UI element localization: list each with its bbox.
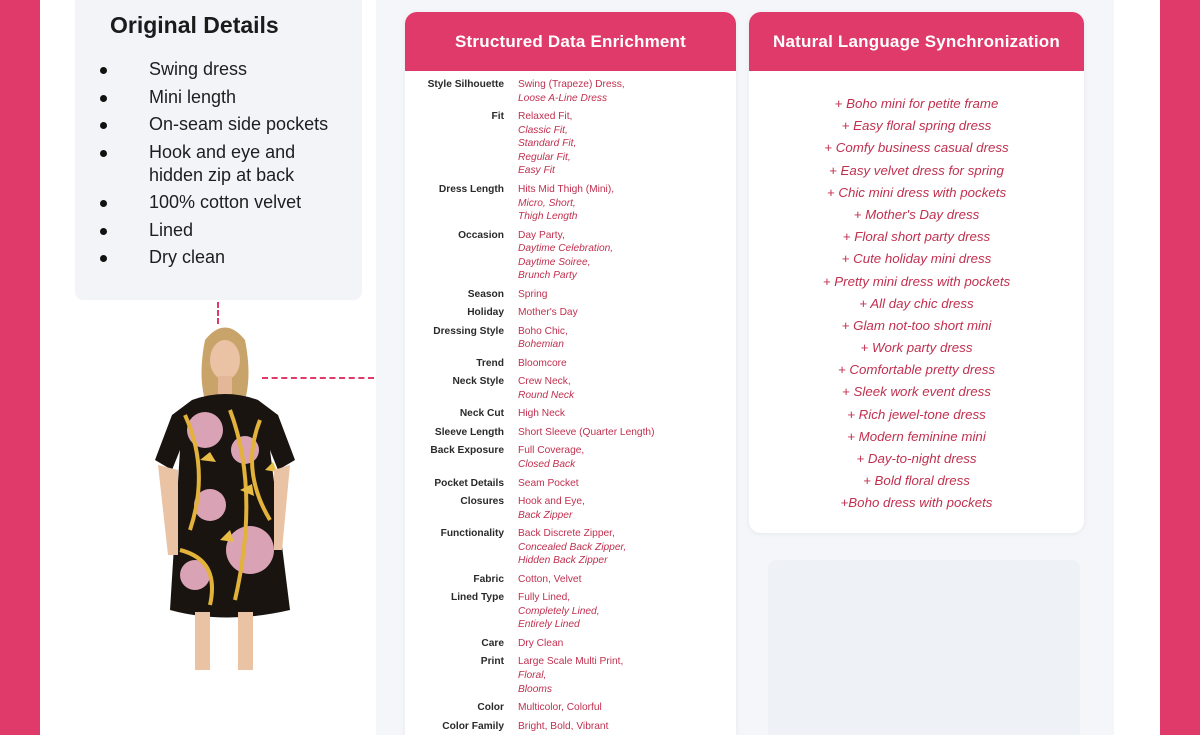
original-detail-item [100, 113, 350, 136]
attribute-value: Entirely Lined [518, 619, 580, 631]
attribute-label: Style Silhouette [427, 79, 504, 90]
attribute-label: Functionality [440, 528, 504, 540]
attribute-value: Dry Clean [518, 637, 564, 649]
attribute-value: Standard Fit, [518, 138, 577, 150]
attribute-value: Concealed Back Zipper, [518, 541, 627, 553]
original-detail-item [100, 86, 350, 109]
original-detail-text: On-seam side pockets [149, 114, 329, 134]
bullet-icon [100, 95, 107, 102]
attribute-value: Daytime Celebration, [518, 243, 614, 255]
original-detail-text: Swing dress [149, 59, 248, 79]
right-accent-bar [1160, 0, 1200, 735]
original-detail-item [100, 246, 350, 269]
attribute-value: Hits Mid Thigh (Mini), [518, 183, 615, 195]
attribute-values [518, 655, 623, 696]
attribute-value: Classic Fit, [518, 124, 568, 136]
search-phrase-item: + Chic mini dress with pockets [826, 184, 1007, 200]
attribute-values [518, 110, 576, 178]
original-detail-item [100, 219, 350, 242]
attribute-values [518, 78, 625, 105]
attribute-row [405, 306, 736, 320]
search-phrase-item: + Bold floral dress [863, 473, 970, 489]
attribute-value: Day Party, [518, 229, 565, 241]
attribute-value: Boho Chic, [518, 325, 568, 337]
attribute-label: Dress Length [438, 183, 504, 195]
attribute-value: Completely Lined, [518, 605, 600, 617]
bullet-icon [100, 228, 107, 235]
attribute-values [518, 306, 578, 320]
attribute-label: Back Exposure [430, 445, 504, 457]
attribute-value: Back Discrete Zipper, [518, 528, 615, 540]
search-phrase-item: + Glam not-too short mini [841, 317, 992, 333]
original-detail-item [100, 141, 350, 187]
attribute-value: Swing (Trapeze) Dress, [518, 79, 625, 90]
search-phrase-item: + Mother's Day dress [853, 206, 980, 222]
original-details-title: Original Details [110, 12, 279, 38]
original-detail-item [100, 58, 350, 81]
attribute-value: Loose A-Line Dress [518, 92, 608, 104]
attribute-label: Pocket Details [434, 477, 504, 489]
attribute-value: Bohemian [518, 339, 564, 351]
search-phrase-item: + Floral short party dress [842, 229, 991, 245]
attribute-value: Back Zipper [518, 509, 573, 521]
attribute-row [405, 357, 736, 371]
attribute-value: Bright, Bold, Vibrant [518, 720, 609, 732]
attribute-value: Floral, [518, 670, 547, 681]
search-phrase-item: + Easy floral spring dress [841, 118, 992, 134]
attribute-row [405, 495, 736, 522]
attribute-label: Trend [476, 357, 504, 369]
attribute-row [405, 183, 736, 224]
attribute-row [405, 407, 736, 421]
search-phrase-item: + Day-to-night dress [856, 451, 977, 466]
attribute-values [518, 444, 584, 471]
bullet-icon [100, 150, 107, 157]
attribute-values [518, 573, 581, 587]
attribute-row [405, 637, 736, 651]
attribute-values [518, 407, 565, 421]
search-phrase-item: + Boho mini for petite frame [834, 96, 999, 111]
attribute-label: Neck Cut [459, 408, 504, 420]
natural-language-list [749, 95, 1084, 517]
bullet-icon [100, 200, 107, 207]
attribute-values [518, 229, 613, 283]
attribute-value: Hidden Back Zipper [518, 555, 608, 567]
attribute-label: Print [480, 656, 504, 668]
attribute-value: Closed Back [518, 459, 576, 471]
search-phrase-item: + Comfortable pretty dress [837, 362, 996, 378]
attribute-values [518, 477, 579, 491]
search-phrase-item: + All day chic dress [859, 295, 974, 311]
attribute-value: Multicolor, Colorful [518, 702, 602, 714]
attribute-row [405, 288, 736, 302]
attribute-label: Color [477, 702, 504, 714]
attribute-row [405, 701, 736, 715]
attribute-value: Hook and Eye, [518, 496, 585, 508]
search-phrase-item: + Modern feminine mini [847, 428, 986, 444]
attribute-row [405, 655, 736, 696]
attribute-values [518, 325, 568, 352]
attribute-row [405, 110, 736, 178]
attribute-value: Short Sleeve (Quarter Length) [518, 426, 655, 438]
structured-data-card [405, 12, 736, 735]
search-phrase-item: + Comfy business casual dress [824, 140, 1009, 156]
attribute-value: Daytime Soiree, [518, 256, 591, 268]
attribute-value: Thigh Length [518, 211, 578, 223]
attribute-values [518, 637, 563, 651]
attribute-label: Fit [491, 111, 504, 123]
attribute-values [518, 591, 600, 632]
attribute-value: Bloomcore [518, 357, 567, 369]
attribute-value: Micro, Short, [518, 197, 576, 209]
attribute-value: Spring [518, 288, 548, 300]
attribute-values [518, 375, 574, 402]
search-phrase-item: + Easy velvet dress for spring [829, 162, 1004, 178]
attribute-label: Dressing Style [433, 325, 504, 337]
natural-language-card [749, 12, 1084, 533]
original-details-list [100, 58, 350, 274]
original-detail-text: Dry clean [149, 247, 226, 267]
left-accent-bar [0, 0, 40, 735]
attribute-value: Relaxed Fit, [518, 111, 573, 123]
search-phrase-item: + Sleek work event dress [842, 384, 991, 400]
attribute-values [518, 495, 585, 522]
structured-data-header: Structured Data Enrichment [405, 12, 736, 71]
attribute-value: Cotton, Velvet [518, 573, 582, 585]
attribute-row [405, 527, 736, 568]
attribute-value: Regular Fit, [518, 151, 571, 163]
natural-language-header: Natural Language Synchronization [749, 12, 1084, 71]
attribute-label: Season [467, 288, 504, 300]
attribute-values [518, 701, 602, 715]
attribute-value: Round Neck [518, 390, 575, 401]
attribute-row [405, 426, 736, 440]
attribute-value: Brunch Party [518, 270, 577, 282]
attribute-row [405, 591, 736, 632]
bullet-icon [100, 67, 107, 74]
attribute-value: Easy Fit [518, 165, 555, 177]
bullet-icon [100, 255, 107, 262]
attribute-label: Color Family [442, 720, 504, 732]
attribute-value: High Neck [518, 408, 565, 420]
original-detail-text: Hook and eye and hidden zip at back [149, 141, 296, 185]
attribute-value: Crew Neck, [518, 376, 571, 388]
attribute-value: Seam Pocket [518, 477, 579, 489]
attribute-value: Large Scale Multi Print, [518, 656, 624, 668]
original-detail-text: 100% cotton velvet [149, 192, 302, 212]
attribute-row [405, 444, 736, 471]
search-phrase-item: + Cute holiday mini dress [841, 251, 992, 267]
attribute-row [405, 325, 736, 352]
attribute-label: Fabric [473, 573, 504, 585]
attribute-label: Closures [460, 496, 504, 508]
search-phrase-item: + Rich jewel-tone dress [847, 406, 986, 422]
attribute-values [518, 357, 567, 371]
attribute-row [405, 375, 736, 402]
search-phrase-item: + Work party dress [860, 340, 973, 356]
placeholder-panel [768, 560, 1080, 735]
original-detail-text: Lined [149, 219, 194, 240]
attribute-values [518, 426, 654, 440]
search-phrase-item: +Boho dress with pockets [840, 495, 993, 511]
attribute-label: Lined Type [450, 592, 504, 604]
attribute-row [405, 573, 736, 587]
attribute-label: Neck Style [452, 376, 504, 388]
attribute-row [405, 477, 736, 491]
attribute-label: Occasion [458, 229, 504, 241]
attribute-value: Fully Lined, [518, 592, 571, 604]
dress-photo [150, 320, 300, 675]
attribute-row [405, 78, 736, 105]
attribute-values [518, 288, 547, 302]
attribute-label: Holiday [467, 307, 504, 319]
bullet-icon [100, 122, 107, 129]
search-phrase-item: + Pretty mini dress with pockets [822, 273, 1011, 289]
attribute-row [405, 720, 736, 734]
attribute-label: Sleeve Length [434, 426, 504, 438]
original-detail-text: Mini length [149, 86, 237, 107]
attribute-value: Blooms [518, 683, 552, 695]
attribute-label: Care [481, 637, 504, 649]
attribute-values [518, 527, 626, 568]
attribute-values [518, 183, 614, 224]
attribute-value: Full Coverage, [518, 445, 585, 457]
original-detail-item [100, 191, 350, 214]
structured-data-rows [405, 78, 736, 735]
attribute-value: Mother's Day [518, 307, 578, 319]
attribute-row [405, 229, 736, 283]
attribute-values [518, 720, 608, 734]
